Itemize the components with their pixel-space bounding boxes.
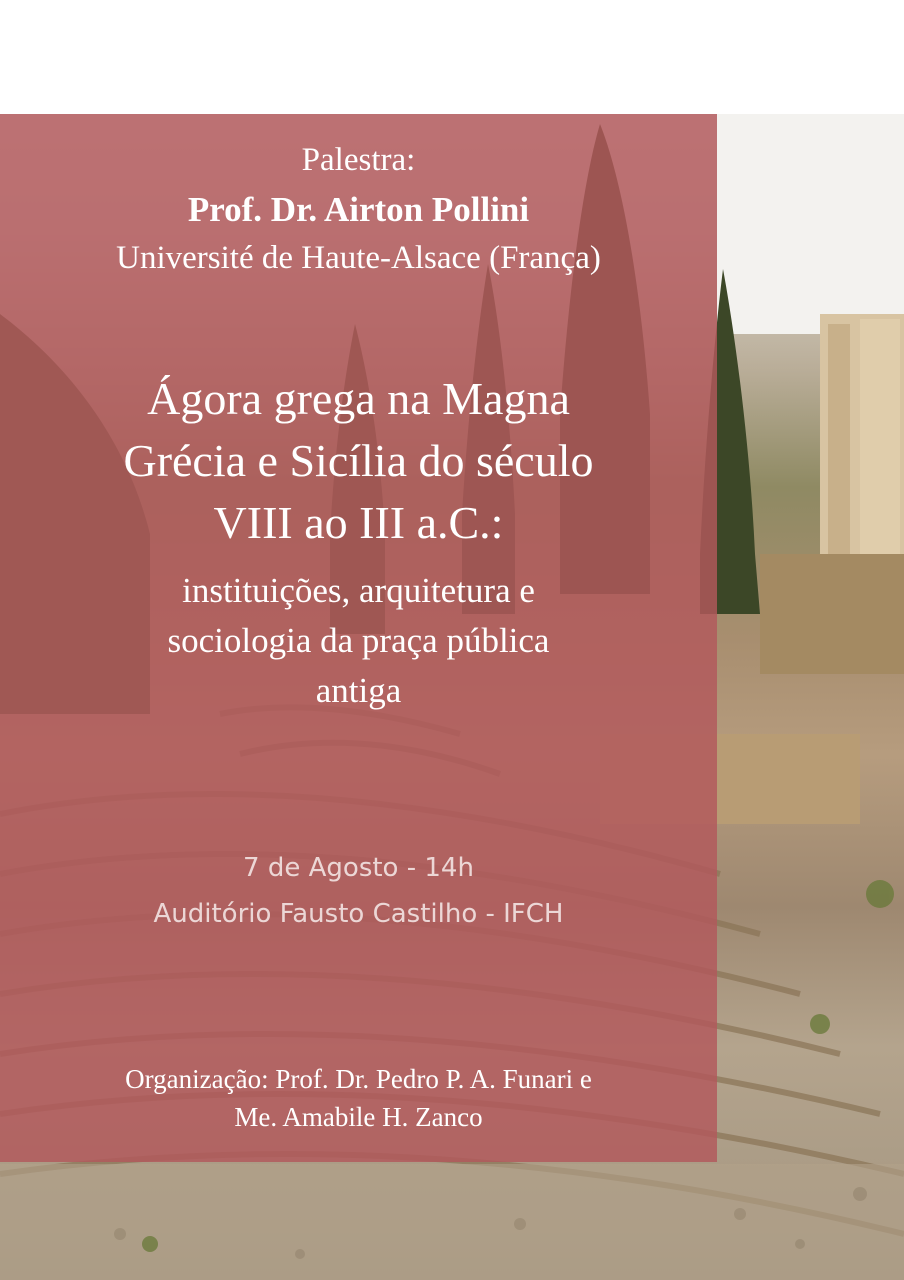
subtitle-line: instituições, arquitetura e [182, 571, 535, 610]
talk-title [0, 368, 717, 554]
event-details [0, 845, 717, 937]
subtitle-line: antiga [315, 671, 402, 710]
organizers-line: Me. Amabile H. Zanco [234, 1102, 483, 1132]
subtitle-line: sociologia da praça pública [167, 621, 550, 660]
organizers [0, 1060, 717, 1136]
organizers-line: Organização: Prof. Dr. Pedro P. A. Funari e [125, 1064, 592, 1094]
event-date-time: 7 de Agosto - 14h [243, 853, 474, 883]
talk-subtitle [0, 566, 717, 716]
title-line: Ágora grega na Magna [147, 373, 570, 424]
title-line: Grécia e Sicília do século [123, 435, 594, 486]
title-line: VIII ao III a.C.: [213, 497, 504, 548]
speaker-name: Prof. Dr. Airton Pollini [187, 190, 530, 229]
talk-label: Palestra: [301, 142, 416, 178]
speaker-affiliation: Université de Haute-Alsace (França) [116, 240, 601, 276]
event-venue: Auditório Fausto Castilho - IFCH [153, 899, 564, 929]
